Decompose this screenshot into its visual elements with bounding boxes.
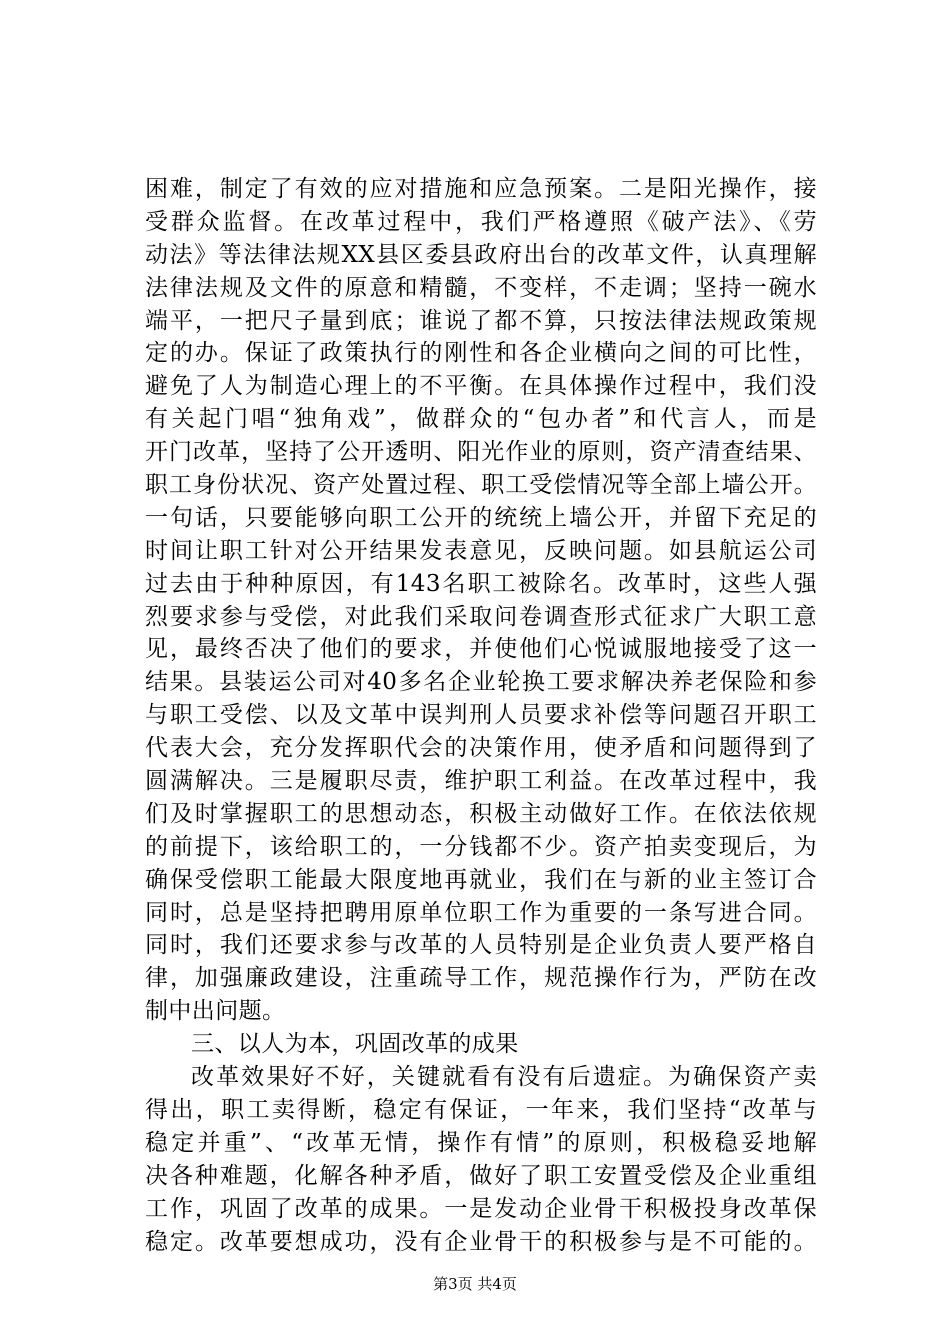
text-line: 得出，职工卖得断，稳定有保证，一年来，我们坚持“改革与 <box>145 1096 817 1123</box>
text-line: 决各种难题，化解各种矛盾，做好了职工安置受偿及企业重组 <box>145 1162 817 1189</box>
text-line: 与职工受偿、以及文革中误判刑人员要求补偿等问题召开职工 <box>145 702 817 729</box>
text-line: 工作，巩固了改革的成果。一是发动企业骨干积极投身改革保 <box>145 1195 817 1222</box>
text-line: 律，加强廉政建设，注重疏导工作，规范操作行为，严防在改 <box>145 965 817 992</box>
text-line: 同时，总是坚持把聘用原单位职工作为重要的一条写进合同。 <box>145 899 817 926</box>
text-line: 法律法规及文件的原意和精髓，不变样，不走调；坚持一碗水 <box>145 274 817 301</box>
text-line: 结果。县装运公司对40多名企业轮换工要求解决养老保险和参 <box>145 669 817 696</box>
text-line: 开门改革，坚持了公开透明、阳光作业的原则，资产清查结果、 <box>145 439 817 466</box>
text-line: 确保受偿职工能最大限度地再就业，我们在与新的业主签订合 <box>145 866 817 893</box>
text-line: 见，最终否决了他们的要求，并使他们心悦诚服地接受了这一 <box>145 636 817 663</box>
document-body <box>145 173 817 1258</box>
text-line: 一句话，只要能够向职工公开的统统上墙公开，并留下充足的 <box>145 504 817 531</box>
text-line: 烈要求参与受偿，对此我们采取问卷调查形式征求广大职工意 <box>145 603 817 630</box>
text-line: 避免了人为制造心理上的不平衡。在具体操作过程中，我们没 <box>145 373 817 400</box>
text-line: 有关起门唱“独角戏”，做群众的“包办者”和代言人，而是 <box>145 406 817 433</box>
text-line: 们及时掌握职工的思想动态，积极主动做好工作。在依法依规 <box>145 800 817 827</box>
text-line: 圆满解决。三是履职尽责，维护职工利益。在改革过程中，我 <box>145 768 817 795</box>
text-line: 端平，一把尺子量到底；谁说了都不算，只按法律法规政策规 <box>145 307 817 334</box>
text-line: 受群众监督。在改革过程中，我们严格遵照《破产法》、《劳 <box>145 208 817 235</box>
section-heading: 三、以人为本，巩固改革的成果 <box>191 1031 519 1058</box>
text-line: 改革效果好不好，关键就看有没有后遗症。为确保资产卖 <box>191 1064 817 1091</box>
text-line: 的前提下，该给职工的，一分钱都不少。资产拍卖变现后，为 <box>145 833 817 860</box>
text-line: 困难，制定了有效的应对措施和应急预案。二是阳光操作，接 <box>145 176 817 202</box>
text-line: 同时，我们还要求参与改革的人员特别是企业负责人要严格自 <box>145 932 817 959</box>
text-line: 时间让职工针对公开结果发表意见，反映问题。如县航运公司 <box>145 537 817 564</box>
text-line: 定的办。保证了政策执行的刚性和各企业横向之间的可比性， <box>145 340 817 367</box>
text-line: 制中出问题。 <box>145 998 286 1025</box>
text-line: 过去由于种种原因，有143名职工被除名。改革时，这些人强 <box>145 570 817 597</box>
page-footer: 第3页 共4页 <box>433 1275 517 1293</box>
text-line: 动法》等法律法规XX县区委县政府出台的改革文件，认真理解 <box>145 241 817 268</box>
text-line: 稳定并重”、“改革无情，操作有情”的原则，积极稳妥地解 <box>145 1129 817 1156</box>
text-line: 代表大会，充分发挥职代会的决策作用，使矛盾和问题得到了 <box>145 735 817 762</box>
text-line: 职工身份状况、资产处置过程、职工受偿情况等全部上墙公开。 <box>145 472 817 499</box>
text-line: 稳定。改革要想成功，没有企业骨干的积极参与是不可能的。 <box>145 1228 817 1255</box>
